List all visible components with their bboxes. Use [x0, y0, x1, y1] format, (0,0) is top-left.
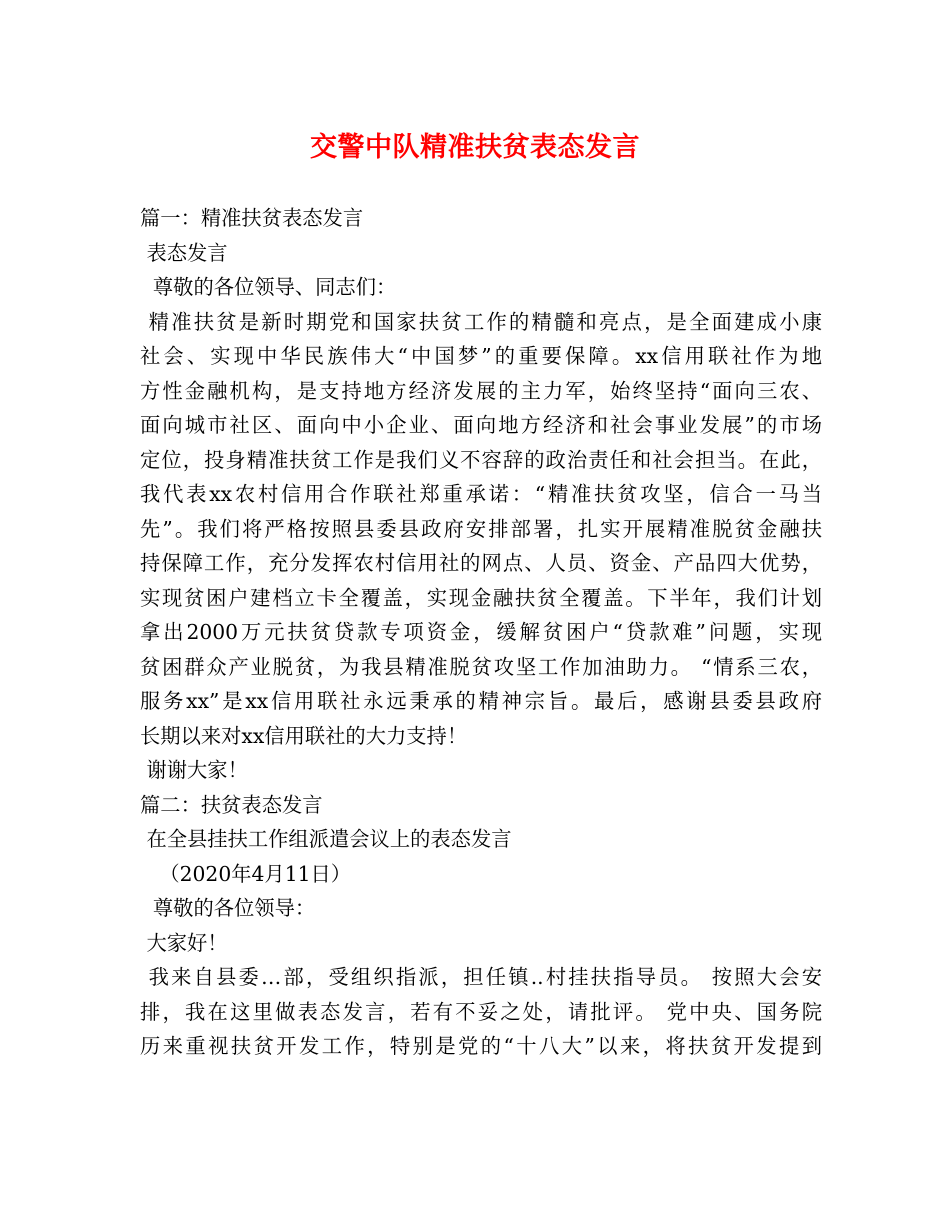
document-title: 交警中队精准扶贫表态发言	[310, 132, 640, 163]
text-line: 尊敬的各位领导：	[140, 896, 316, 920]
text-line: 谢谢大家！	[140, 758, 248, 782]
text-line: 表态发言	[140, 240, 228, 265]
text-line: 精准扶贫是新时期党和国家扶贫工作的精髓和亮点，是全面建成小康	[140, 309, 822, 334]
text-line: 大家好！	[140, 930, 228, 955]
text-line: 先”。我们将严格按照县委县政府安排部署，扎实开展精准脱贫金融扶	[140, 516, 822, 541]
text-line: 面向城市社区、面向中小企业、面向地方经济和社会事业发展”的市场	[140, 413, 822, 437]
text-line: 社会、实现中华民族伟大“中国梦”的重要保障。xx信用联社作为地	[140, 344, 822, 368]
text-line: 我代表xx农村信用合作联社郑重承诺：“精准扶贫攻坚，信合一马当	[140, 482, 822, 506]
text-line: 历来重视扶贫开发工作，特别是党的“十八大”以来，将扶贫开发提到	[140, 1034, 822, 1058]
text-line: 长期以来对xx信用联社的大力支持！	[140, 723, 468, 748]
document-body	[140, 201, 822, 1064]
text-line: 实现贫困户建档立卡全覆盖，实现金融扶贫全覆盖。下半年，我们计划	[140, 585, 822, 610]
text-line: 我来自县委…部，受组织指派，担任镇..村挂扶指导员。 按照大会安	[140, 965, 822, 989]
text-line: 排，我在这里做表态发言，若有不妥之处，请批评。 党中央、国务院	[140, 999, 822, 1024]
text-line: 篇二：扶贫表态发言	[140, 792, 323, 817]
text-line: 定位，投身精准扶贫工作是我们义不容辞的政治责任和社会担当。在此，	[140, 447, 822, 472]
text-line: 尊敬的各位领导、同志们：	[140, 275, 397, 299]
text-line: 在全县挂扶工作组派遣会议上的表态发言	[140, 827, 512, 851]
text-line: 持保障工作，充分发挥农村信用社的网点、人员、资金、产品四大优势，	[140, 551, 822, 575]
text-line: 贫困群众产业脱贫，为我县精准脱贫攻坚工作加油助力。 “情系三农，	[140, 654, 822, 679]
text-line: 拿出2000万元扶贫贷款专项资金，缓解贫困户“贷款难”问题，实现	[140, 620, 822, 644]
text-line: 篇一：精准扶贫表态发言	[140, 206, 364, 230]
text-line: 服务xx”是xx信用联社永远秉承的精神宗旨。最后，感谢县委县政府	[140, 689, 822, 713]
text-line: （2020年4月11日）	[140, 861, 352, 886]
text-line: 方性金融机构，是支持地方经济发展的主力军，始终坚持“面向三农、	[140, 378, 822, 403]
